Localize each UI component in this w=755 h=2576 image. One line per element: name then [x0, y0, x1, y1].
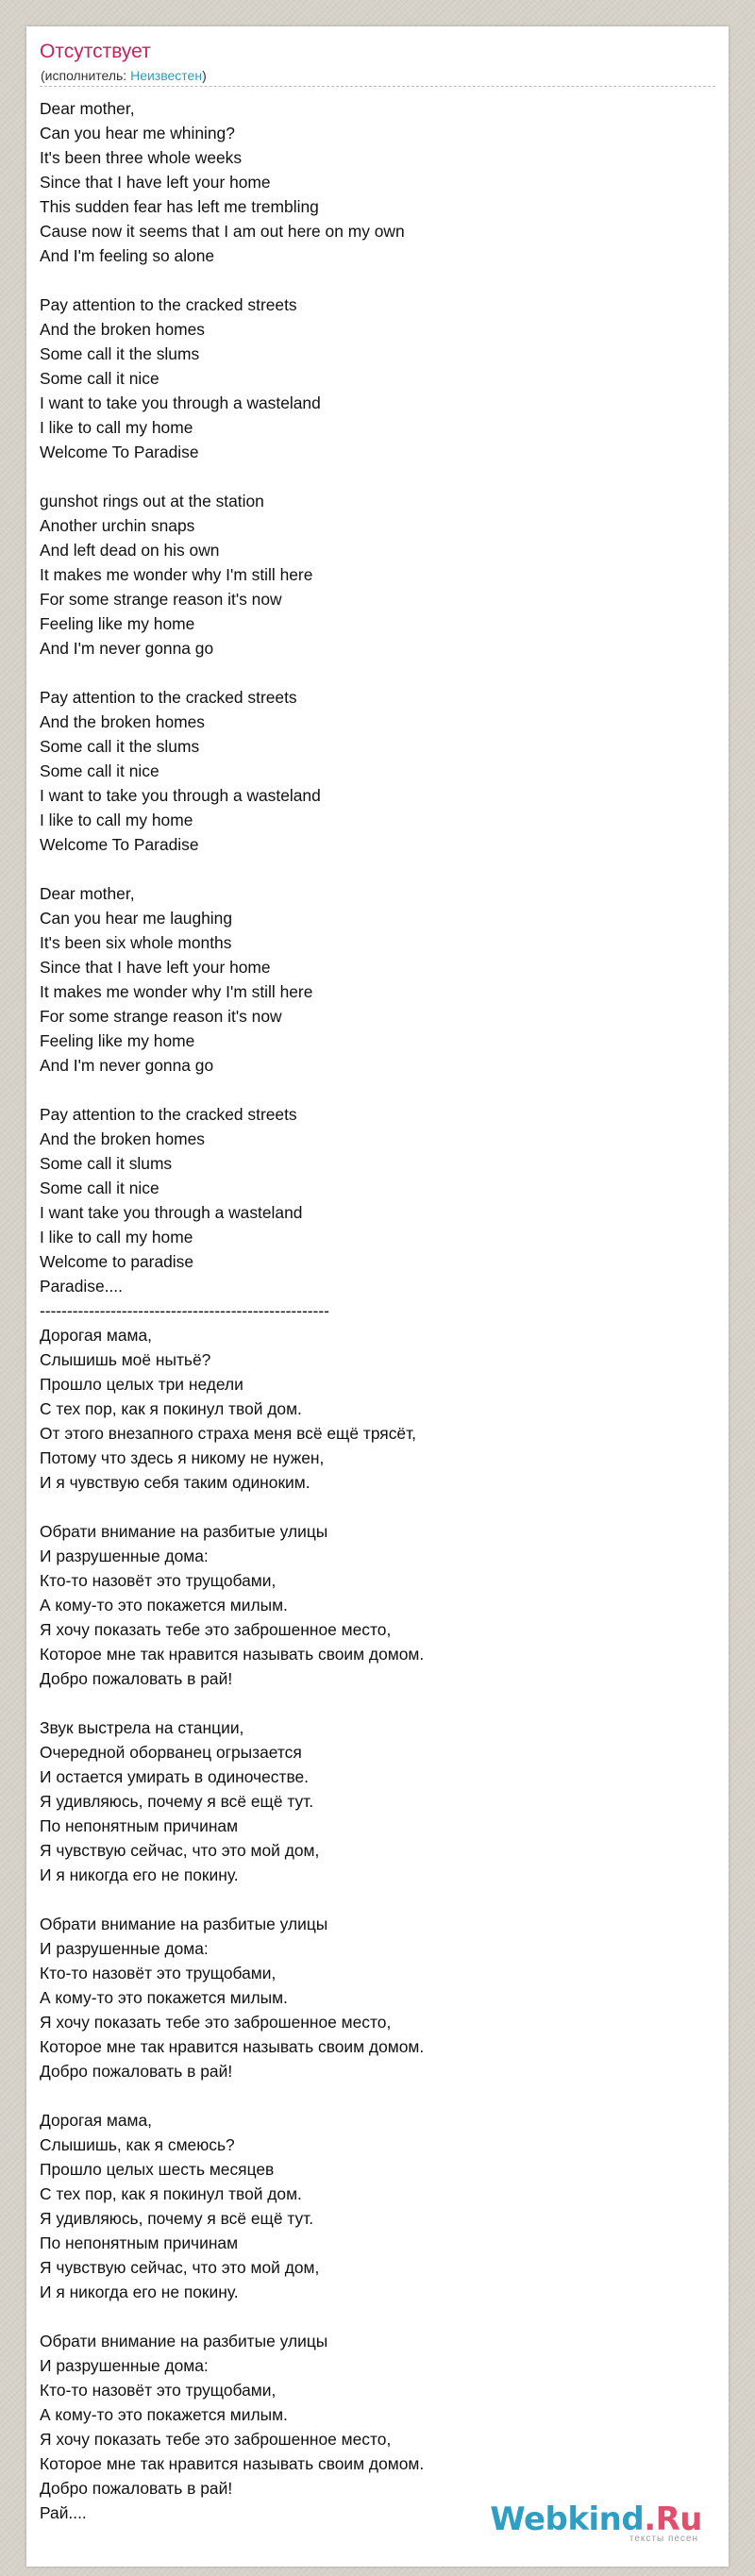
lyrics-stanza	[40, 1912, 715, 2083]
lyric-line: Cause now it seems that I am out here on my own	[40, 222, 405, 241]
lyric-line: И разрушенные дома:	[40, 1547, 209, 1565]
lyric-line: И разрушенные дома:	[40, 2356, 209, 2375]
lyric-line: I like to call my home	[40, 811, 193, 829]
lyric-line: Обрати внимание на разбитые улицы	[40, 1915, 328, 1933]
lyric-line: Которое мне так нравится называть своим домом.	[40, 2037, 425, 2056]
lyric-line: Welcome to paradise	[40, 1252, 194, 1271]
lyric-line: А кому-то это покажется милым.	[40, 2405, 288, 2424]
lyric-line: For some strange reason it's now	[40, 590, 282, 609]
lyric-line: С тех пор, как я покинул твой дом.	[40, 2184, 302, 2203]
lyric-line: Dear mother,	[40, 884, 135, 903]
lyric-line: And I'm never gonna go	[40, 1056, 214, 1075]
lyric-line: И я никогда его не покину.	[40, 1865, 239, 1884]
lyric-line: Pay attention to the cracked streets	[40, 1105, 297, 1124]
lyric-line: Some call it nice	[40, 761, 159, 780]
lyric-line: Потому что здесь я никому не нужен,	[40, 1448, 325, 1467]
lyric-line: Слышишь моё нытьё?	[40, 1350, 211, 1369]
lyric-line: -----------------------------------------------------	[40, 1301, 329, 1320]
lyric-line: It makes me wonder why I'm still here	[40, 982, 313, 1001]
logo-tld: Ru	[655, 2501, 702, 2538]
lyric-line: По непонятным причинам	[40, 2233, 239, 2252]
lyric-line: И я никогда его не покину.	[40, 2283, 239, 2301]
lyric-line: I want to take you through a wasteland	[40, 393, 321, 412]
lyric-line: It's been six whole months	[40, 933, 232, 952]
lyric-line: This sudden fear has left me trembling	[40, 197, 319, 216]
lyric-line: Welcome To Paradise	[40, 835, 199, 854]
lyric-line: Я хочу показать тебе это заброшенное место,	[40, 2013, 392, 2032]
lyrics-stanza	[40, 881, 715, 1078]
lyric-line: По непонятным причинам	[40, 1816, 239, 1835]
lyric-line: Dear mother,	[40, 99, 135, 118]
song-title: Отсутствует	[40, 41, 151, 62]
lyric-line: Я чувствую сейчас, что это мой дом,	[40, 1841, 320, 1860]
lyric-line: Прошло целых шесть месяцев	[40, 2160, 275, 2179]
lyric-line: I like to call my home	[40, 418, 193, 437]
lyric-line: Кто-то назовёт это трущобами,	[40, 1571, 277, 1590]
artist-line	[41, 67, 207, 84]
artist-prefix: (исполнитель:	[41, 68, 131, 83]
lyric-line: Обрати внимание на разбитые улицы	[40, 2332, 328, 2350]
lyric-line: Some call it nice	[40, 369, 159, 388]
lyric-line: And the broken homes	[40, 320, 205, 339]
lyric-line: Обрати внимание на разбитые улицы	[40, 1522, 328, 1541]
lyric-line: Дорогая мама,	[40, 1326, 152, 1345]
artist-link[interactable]: Неизвестен	[130, 68, 203, 83]
lyric-line: Can you hear me laughing	[40, 909, 232, 928]
lyrics-stanza	[40, 293, 715, 464]
lyric-line: И разрушенные дома:	[40, 1939, 209, 1958]
lyric-line: And I'm never gonna go	[40, 639, 214, 658]
lyric-line: Очередной оборванец огрызается	[40, 1743, 302, 1762]
logo-tagline: тексты песен	[629, 2534, 698, 2544]
lyric-line: Я хочу показать тебе это заброшенное место,	[40, 1620, 392, 1639]
lyric-line: Я удивляюсь, почему я всё ещё тут.	[40, 2209, 314, 2228]
lyrics-stanza	[40, 2108, 715, 2304]
lyric-line: Some call it slums	[40, 1154, 173, 1173]
lyric-line: I like to call my home	[40, 1228, 193, 1246]
lyric-line: And the broken homes	[40, 712, 205, 731]
lyric-line: Которое мне так нравится называть своим домом.	[40, 1645, 425, 1664]
lyric-line: Кто-то назовёт это трущобами,	[40, 1964, 277, 1982]
logo-name: Webkind	[490, 2501, 645, 2538]
lyrics-stanza	[40, 1102, 715, 1495]
artist-suffix: )	[202, 68, 207, 83]
lyric-line: And the broken homes	[40, 1129, 205, 1148]
lyric-line: Добро пожаловать в рай!	[40, 2479, 233, 2498]
logo-dot: .	[644, 2501, 656, 2538]
lyric-line: Дорогая мама,	[40, 2111, 152, 2130]
lyric-line: gunshot rings out at the station	[40, 492, 264, 510]
lyric-line: И я чувствую себя таким одиноким.	[40, 1473, 310, 1492]
logo-wordmark	[490, 2502, 702, 2536]
lyric-line: Я удивляюсь, почему я всё ещё тут.	[40, 1792, 314, 1811]
lyrics-stanza	[40, 1519, 715, 1691]
lyric-line: Я хочу показать тебе это заброшенное место,	[40, 2430, 392, 2449]
lyric-line: And left dead on his own	[40, 541, 220, 560]
lyric-line: Звук выстрела на станции,	[40, 1718, 244, 1737]
lyric-line: Since that I have left your home	[40, 173, 271, 192]
lyric-line: А кому-то это покажется милым.	[40, 1596, 288, 1614]
lyric-line: Since that I have left your home	[40, 958, 271, 977]
lyric-line: Я чувствую сейчас, что это мой дом,	[40, 2258, 320, 2277]
lyric-line: Которое мне так нравится называть своим домом.	[40, 2454, 425, 2473]
lyric-line: It makes me wonder why I'm still here	[40, 565, 313, 584]
lyric-line: Some call it the slums	[40, 737, 200, 756]
lyric-line: Paradise....	[40, 1277, 123, 1296]
lyric-line: It's been three whole weeks	[40, 148, 243, 167]
lyric-line: От этого внезапного страха меня всё ещё трясёт,	[40, 1424, 416, 1443]
lyrics-stanza	[40, 489, 715, 661]
webkind-logo[interactable]	[490, 2502, 702, 2544]
lyric-line: Some call it nice	[40, 1179, 159, 1197]
lyric-line: I want take you through a wasteland	[40, 1203, 303, 1222]
lyric-line: Pay attention to the cracked streets	[40, 295, 297, 314]
lyric-line: Another urchin snaps	[40, 516, 195, 535]
lyric-line: Feeling like my home	[40, 614, 195, 633]
lyric-line: А кому-то это покажется милым.	[40, 1988, 288, 2007]
lyric-line: For some strange reason it's now	[40, 1007, 282, 1026]
lyric-line: Feeling like my home	[40, 1031, 195, 1050]
lyrics-stanza	[40, 2329, 715, 2525]
lyric-line: Слышишь, как я смеюсь?	[40, 2135, 235, 2154]
lyric-line: Кто-то назовёт это трущобами,	[40, 2381, 277, 2400]
lyric-line: Pay attention to the cracked streets	[40, 688, 297, 707]
lyric-line: Some call it the slums	[40, 344, 200, 363]
lyrics-stanza	[40, 96, 715, 268]
lyric-line: Рай....	[40, 2503, 87, 2522]
lyric-line: Добро пожаловать в рай!	[40, 2062, 233, 2081]
lyric-line: I want to take you through a wasteland	[40, 786, 321, 805]
lyric-line: Прошло целых три недели	[40, 1375, 243, 1394]
lyric-line: And I'm feeling so alone	[40, 246, 215, 265]
lyrics-stanza	[40, 685, 715, 857]
lyric-line: Can you hear me whining?	[40, 124, 235, 142]
title-divider	[40, 86, 715, 87]
lyrics-text	[40, 96, 715, 2525]
lyric-line: Welcome To Paradise	[40, 443, 199, 461]
lyric-line: С тех пор, как я покинул твой дом.	[40, 1399, 302, 1418]
lyric-line: И остается умирать в одиночестве.	[40, 1767, 309, 1786]
lyric-line: Добро пожаловать в рай!	[40, 1669, 233, 1688]
lyrics-stanza	[40, 1715, 715, 1887]
lyrics-page	[26, 26, 729, 2567]
